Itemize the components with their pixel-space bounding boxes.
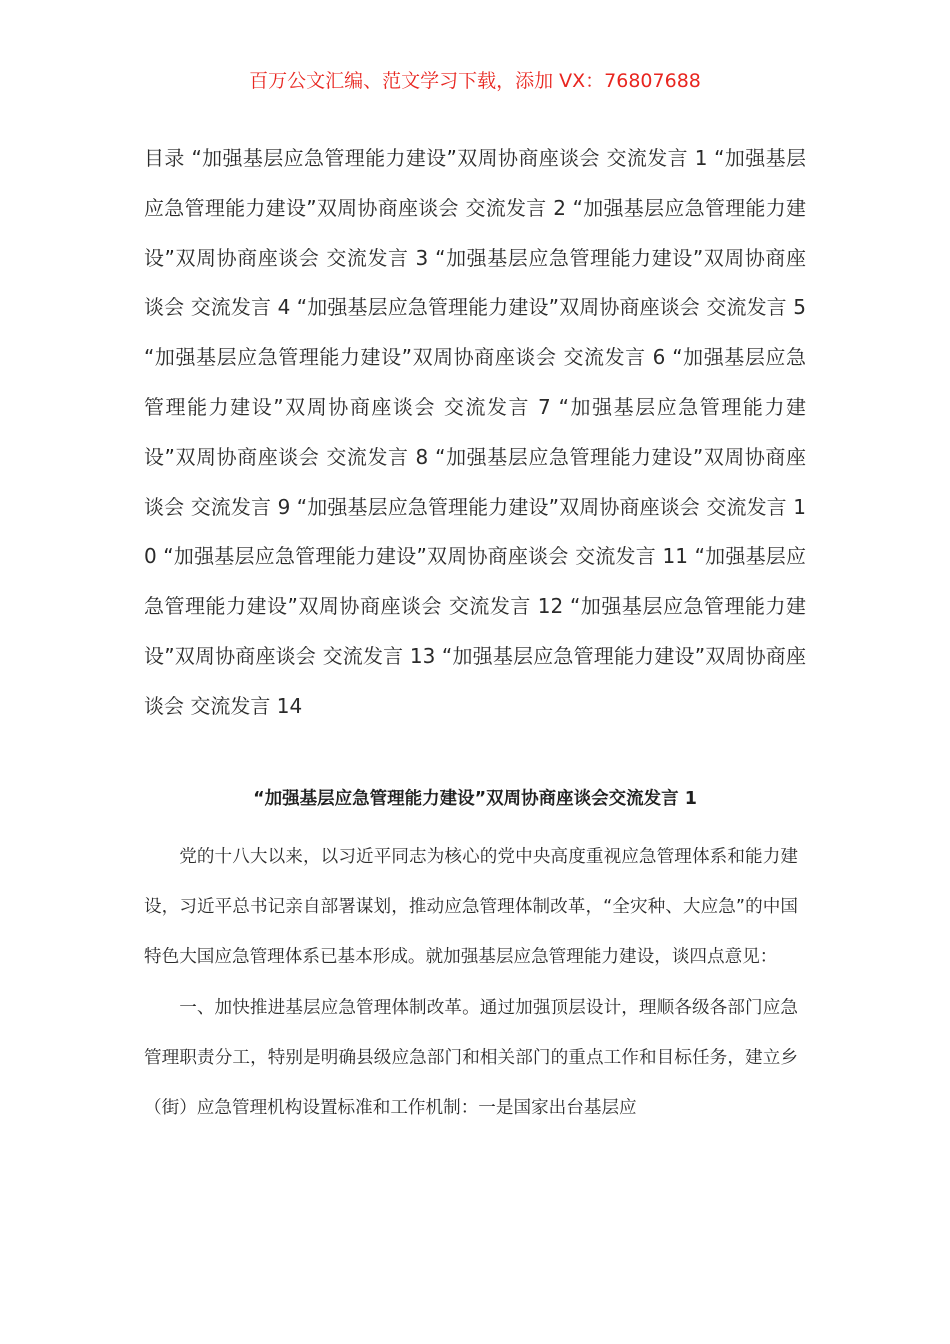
paragraph-intro: 党的十八大以来，以习近平同志为核心的党中央高度重视应急管理体系和能力建设，习近平总书记亲自部署谋划，推动应急管理体制改革，“全灾种、大应急”的中国特色大国应急管理体系已基本形成。就加强基层应急管理能力建设，谈四点意见： [144,847,798,967]
header-watermark-text: 百万公文汇编、范文学习下载，添加 VX：76807688 [249,70,701,92]
section-title: “加强基层应急管理能力建设”双周协商座谈会交流发言 1 [253,789,697,809]
section-body [144,832,798,1134]
table-of-contents: 目录 “加强基层应急管理能力建设”双周协商座谈会 交流发言 1 “加强基层应急管理能力建设”双周协商座谈会 交流发言 2 “加强基层应急管理能力建设”双周协商座谈会 交流发言 3 “加强基层应急管理能力建设”双周协商座谈会 交流发言 4 “加强基层应急管理能力建设”双周协商座谈会 交流发言 5 “加强基层应急管理能力建设”双周协商座谈会 交流发言 6 “加强基层应急管理能力建设”双周协商座谈会 交流发言 7 “加强基层应急管理能力建设”双周协商座谈会 交流发言 8 “加强基层应急管理能力建设”双周协商座谈会 交流发言 9 “加强基层应急管理能力建设”双周协商座谈会 交流发言 10 “加强基层应急管理能力建设”双周协商座谈会 交流发言 11 “加强基层应急管理能力建设”双周协商座谈会 交流发言 12 “加强基层应急管理能力建设”双周协商座谈会 交流发言 13 “加强基层应急管理能力建设”双周协商座谈会 交流发言 14 [144,146,806,718]
paragraph-point-one: 一、加快推进基层应急管理体制改革。通过加强顶层设计，理顺各级各部门应急管理职责分工，特别是明确县级应急部门和相关部门的重点工作和目标任务，建立乡（街）应急管理机构设置标准和工作机制：一是国家出台基层应 [144,998,798,1118]
